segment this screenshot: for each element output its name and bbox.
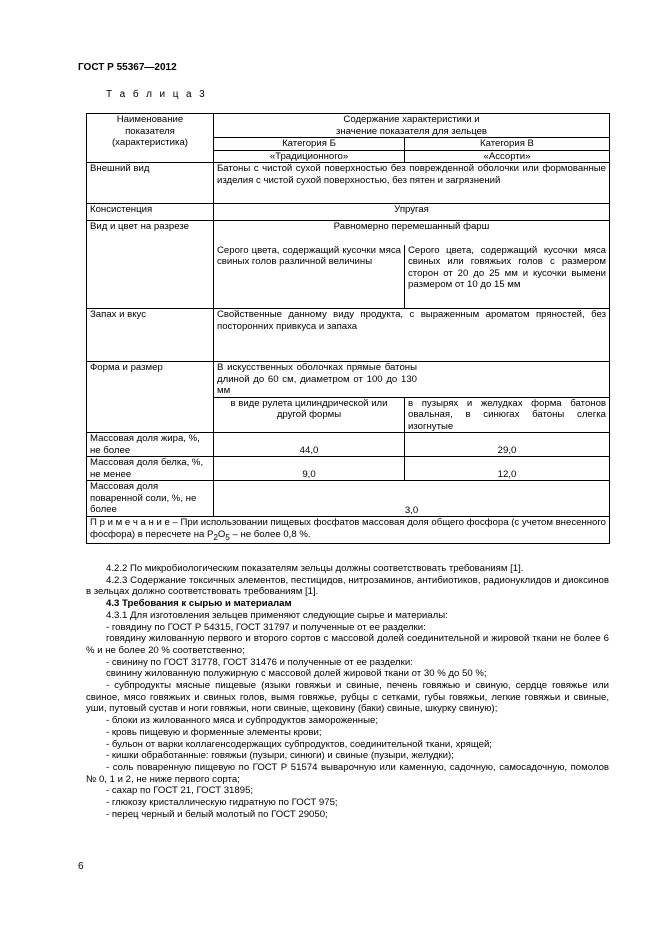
row-name: Внешний вид (87, 163, 214, 204)
table-row (87, 204, 610, 221)
characteristics-table (86, 113, 610, 544)
row-value: Батоны с чистой сухой поверхностью без поврежденной оболочки или формованные изделия с чистой сухой поверхностью, без пятен и загрязнений (214, 163, 610, 204)
row-value: Равномерно перемешанный фарш (214, 221, 610, 245)
paragraph: 4.2.3 Содержание токсичных элементов, пестицидов, нитрозаминов, антибиотиков, радионуклидов и диоксинов в зельцах должно соответствовать требованиям [1]. (86, 574, 609, 598)
list-item: - перец черный и белый молотый по ГОСТ 29050; (106, 808, 328, 820)
list-item: - говядину по ГОСТ Р 54315, ГОСТ 31797 и полученные от ее разделки: (106, 621, 426, 633)
list-item: - сахар по ГОСТ 21, ГОСТ 31895; (106, 785, 254, 797)
paragraph: 4.2.2 По микробиологическим показателям зельцы должны соответствовать требованиям [1]. (106, 563, 524, 574)
list-item: - кровь пищевую и форменные элементы крови; (106, 726, 322, 738)
row-name: Форма и размер (87, 362, 214, 433)
col-header-cat-v: Категория В (405, 138, 610, 151)
body-text (86, 563, 609, 820)
row-value: 3,0 (214, 481, 610, 517)
row-value-b: Серого цвета, содержащий кусочки мяса свиных голов различной величины (214, 245, 405, 309)
row-value-v: Серого цвета, содержащий кусочки мяса свиных или говяжьих голов с размером сторон от 20 до 25 мм и кусочки вымени размером от 10 до 15 мм (405, 245, 610, 309)
list-item: - блоки из жилованного мяса и субпродуктов замороженные; (106, 715, 378, 727)
row-name: Запах и вкус (87, 309, 214, 362)
table-caption: Т а б л и ц а 3 (106, 89, 208, 100)
list-item: - субпродукты мясные пищевые (языки говяжьи и свиные, печень говяжью и свиную, сердце говяжье или свиное, мясо говяжьих и свиных голов, вымя говяжье, рубцы с сетками, губы говяжьи, легкие говяжьи и свиные, уши, путовый сустав и ноги говяжьи, ноги свиные, щековину (баки) свиные, шкурку свиную); (86, 680, 609, 715)
list-item: - бульон от варки коллагенсодержащих субпродуктов, соединительной ткани, хрящей; (106, 738, 492, 750)
table-row (87, 362, 610, 398)
list-item: - соль поваренную пищевую по ГОСТ Р 51574 выварочную или каменную, садочную, самосадочную, помолов № 0, 1 и 2, не ниже первого сорта; (86, 761, 609, 785)
paragraph: 4.3.1 Для изготовления зельцев применяют следующие сырье и материалы: (106, 609, 448, 621)
row-value-b: 9,0 (214, 457, 405, 481)
row-value-b: в виде рулета цилиндрической или другой формы (214, 397, 405, 433)
col-header-cat-b: Категория Б (214, 138, 405, 151)
row-value-b: 44,0 (214, 433, 405, 457)
paragraph: свинину жилованную полужирную с массовой долей жировой ткани от 30 % до 50 %; (106, 668, 487, 680)
row-value: Упругая (214, 204, 610, 221)
row-value-v: в пузырях и желудках форма батонов овальная, в синюгах батоны слегка изогнутые (405, 397, 610, 433)
list-item: - кишки обработанные: говяжьи (пузыри, синюги) и свиные (пузыри, желудки); (106, 750, 454, 762)
table-row (87, 163, 610, 204)
col-header-cat-v-name: «Ассорти» (405, 150, 610, 163)
col-header-content: Содержание характеристики и значение показателя для зельцев (214, 114, 610, 138)
row-name: Массовая доля жира, %, не более (87, 433, 214, 457)
row-value-v: 12,0 (405, 457, 610, 481)
row-name: Массовая доля поваренной соли, %, не более (87, 481, 214, 517)
col-header-indicator: Наименование показателя (характеристика) (87, 114, 214, 163)
row-name: Массовая доля белка, %, не менее (87, 457, 214, 481)
document-header: ГОСТ Р 55367—2012 (78, 62, 177, 73)
paragraph: говядину жилованную первого и второго сортов с массовой долей соединительной и жировой ткани не более 6 % и не более 20 % соответственно; (86, 633, 609, 656)
table-note: П р и м е ч а н и е – При использовании пищевых фосфатов массовая доля общего фосфора (с учетом внесенного фосфора) в пересчете на $P_2O_5$ – не более 0,8 %. (87, 517, 610, 544)
section-heading: 4.3 Требования к сырью и материалам (106, 598, 292, 610)
col-header-cat-b-name: «Традиционного» (214, 150, 405, 163)
table-row (87, 309, 610, 362)
row-value-v: 29,0 (405, 433, 610, 457)
row-value: В искусственных оболочках прямые батоны длиной до 60 см, диаметром от 100 до 130 мм (214, 362, 610, 398)
table-row (87, 481, 610, 517)
table-row (87, 221, 610, 245)
table-row (87, 433, 610, 457)
row-name: Вид и цвет на разрезе (87, 221, 214, 309)
list-item: - глюкозу кристаллическую гидратную по ГОСТ 975; (106, 797, 338, 809)
row-value: Свойственные данному виду продукта, с выраженным ароматом пряностей, без посторонних привкуса и запаха (214, 309, 610, 362)
row-name: Консистенция (87, 204, 214, 221)
page-number: 6 (78, 861, 84, 872)
list-item: - свинину по ГОСТ 31778, ГОСТ 31476 и полученные от ее разделки: (106, 656, 413, 668)
table-row (87, 457, 610, 481)
table-note-row (87, 517, 610, 544)
